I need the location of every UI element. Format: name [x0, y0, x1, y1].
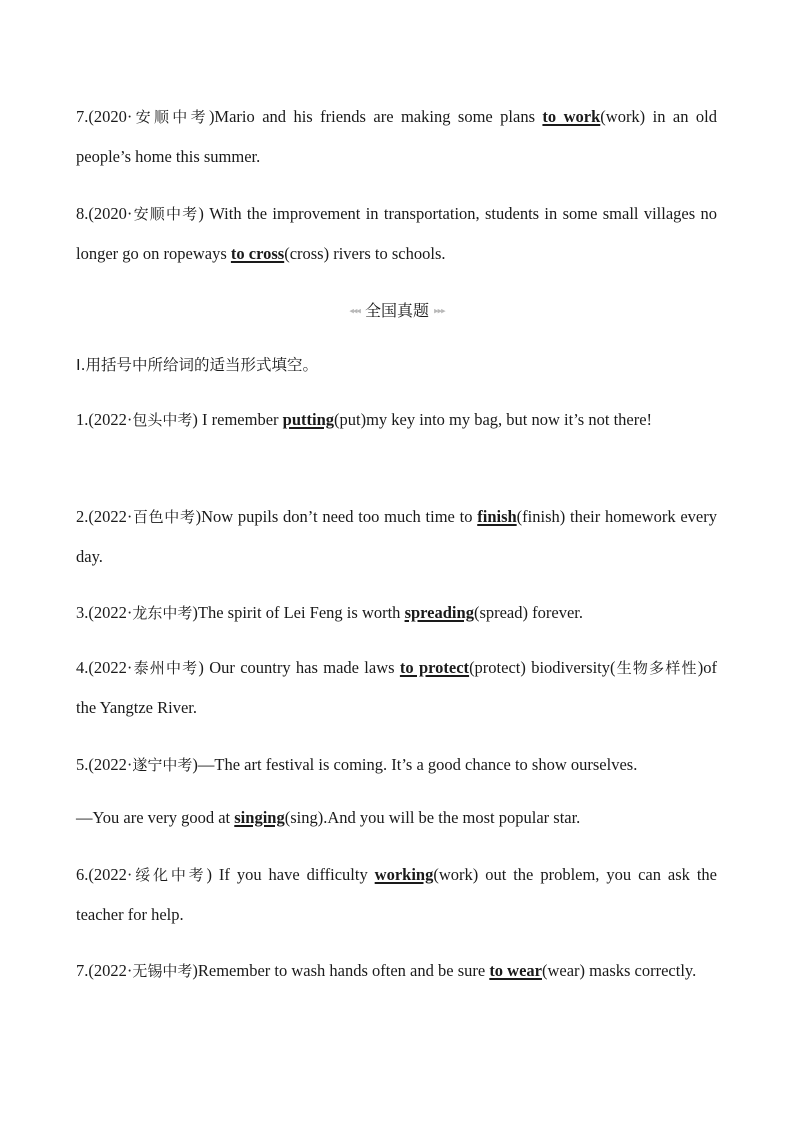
question-4 — [76, 648, 717, 728]
question-number: 1.(2022· — [76, 410, 133, 429]
question-5 — [76, 745, 717, 785]
answer: to wear — [489, 961, 542, 980]
answer: spreading — [404, 603, 474, 622]
question-source: 泰州中考 — [132, 659, 199, 677]
question-5-reply — [76, 798, 717, 838]
question-number: 7.(2022· — [76, 961, 133, 980]
question-2 — [76, 497, 717, 577]
question-number: 8.(2020· — [76, 204, 133, 223]
question-stem: )Remember to wash hands often and be sure — [192, 961, 490, 980]
answer: finish — [477, 507, 517, 526]
answer: working — [374, 865, 434, 884]
answer: to work — [542, 107, 601, 126]
question-stem: —You are very good at — [76, 808, 235, 827]
exercise-instruction: Ⅰ.用括号中所给词的适当形式填空。 — [76, 356, 318, 374]
section-title: 全国真题 — [364, 301, 429, 320]
question-stem-end: (finish) their homework every day. — [76, 507, 717, 566]
question-number: 6.(2022· — [76, 865, 133, 884]
answer: to protect — [399, 658, 470, 677]
question-number: 5.(2022· — [76, 755, 133, 774]
question-number: 2.(2022· — [76, 507, 133, 526]
question-number: 3.(2022· — [76, 603, 133, 622]
question-source: 包头中考 — [132, 411, 193, 429]
question-stem: )Mario and his friends are making some plans — [208, 107, 543, 126]
question-3 — [76, 593, 717, 633]
question-7 — [76, 951, 717, 991]
question-1 — [76, 400, 717, 440]
question-source: 遂宁中考 — [132, 756, 193, 774]
section-heading — [0, 296, 794, 327]
question-source: 龙东中考 — [132, 604, 193, 622]
question-stem: ) If you have difficulty — [206, 865, 375, 884]
question-source: 安顺中考 — [132, 108, 209, 126]
question-source: 无锡中考 — [132, 962, 193, 980]
question-number: 4.(2022· — [76, 658, 133, 677]
question-stem: )—The art festival is coming. It’s a good chance to show ourselves. — [192, 755, 638, 774]
question-number: 7.(2020· — [76, 107, 133, 126]
question-stem-end: (sing).And you will be the most popular star. — [284, 808, 581, 827]
question-stem: )The spirit of Lei Feng is worth — [192, 603, 405, 622]
question-stem-end: (put)my key into my bag, but now it’s not there! — [334, 410, 653, 429]
answer: singing — [234, 808, 285, 827]
question-6 — [76, 855, 717, 935]
answer: putting — [282, 410, 334, 429]
question-source: 绥化中考 — [132, 866, 207, 884]
question-stem-end: (spread) forever. — [473, 603, 583, 622]
question-stem: )Now pupils don’t need too much time to — [195, 507, 478, 526]
chinese-gloss: 生物多样性 — [615, 659, 698, 677]
question-stem-mid: (protect) biodiversity( — [469, 658, 616, 677]
question-source: 安顺中考 — [132, 205, 199, 223]
question-top-8 — [76, 194, 717, 274]
question-source: 百色中考 — [132, 508, 196, 526]
question-stem-end: (wear) masks correctly. — [542, 961, 697, 980]
question-stem-end: (cross) rivers to schools. — [284, 244, 446, 263]
question-stem-end: (work) out the problem, you can ask the teacher for help. — [76, 865, 718, 924]
answer: to cross — [230, 244, 285, 263]
question-stem: ) I remember — [192, 410, 283, 429]
right-arrow-decoration-icon: ▸▸▸ — [434, 306, 445, 317]
question-stem-end: )of the Yangtze River. — [76, 658, 717, 717]
question-top-7 — [76, 97, 717, 177]
question-stem: ) Our country has made laws — [198, 658, 400, 677]
question-stem: ) With the improvement in transportation, students in some small villages no longer go on ropeways — [76, 204, 717, 263]
left-arrow-decoration-icon: ◂◂◂ — [349, 306, 360, 317]
question-stem-end: (work) in an old people’s home this summer. — [76, 107, 717, 166]
